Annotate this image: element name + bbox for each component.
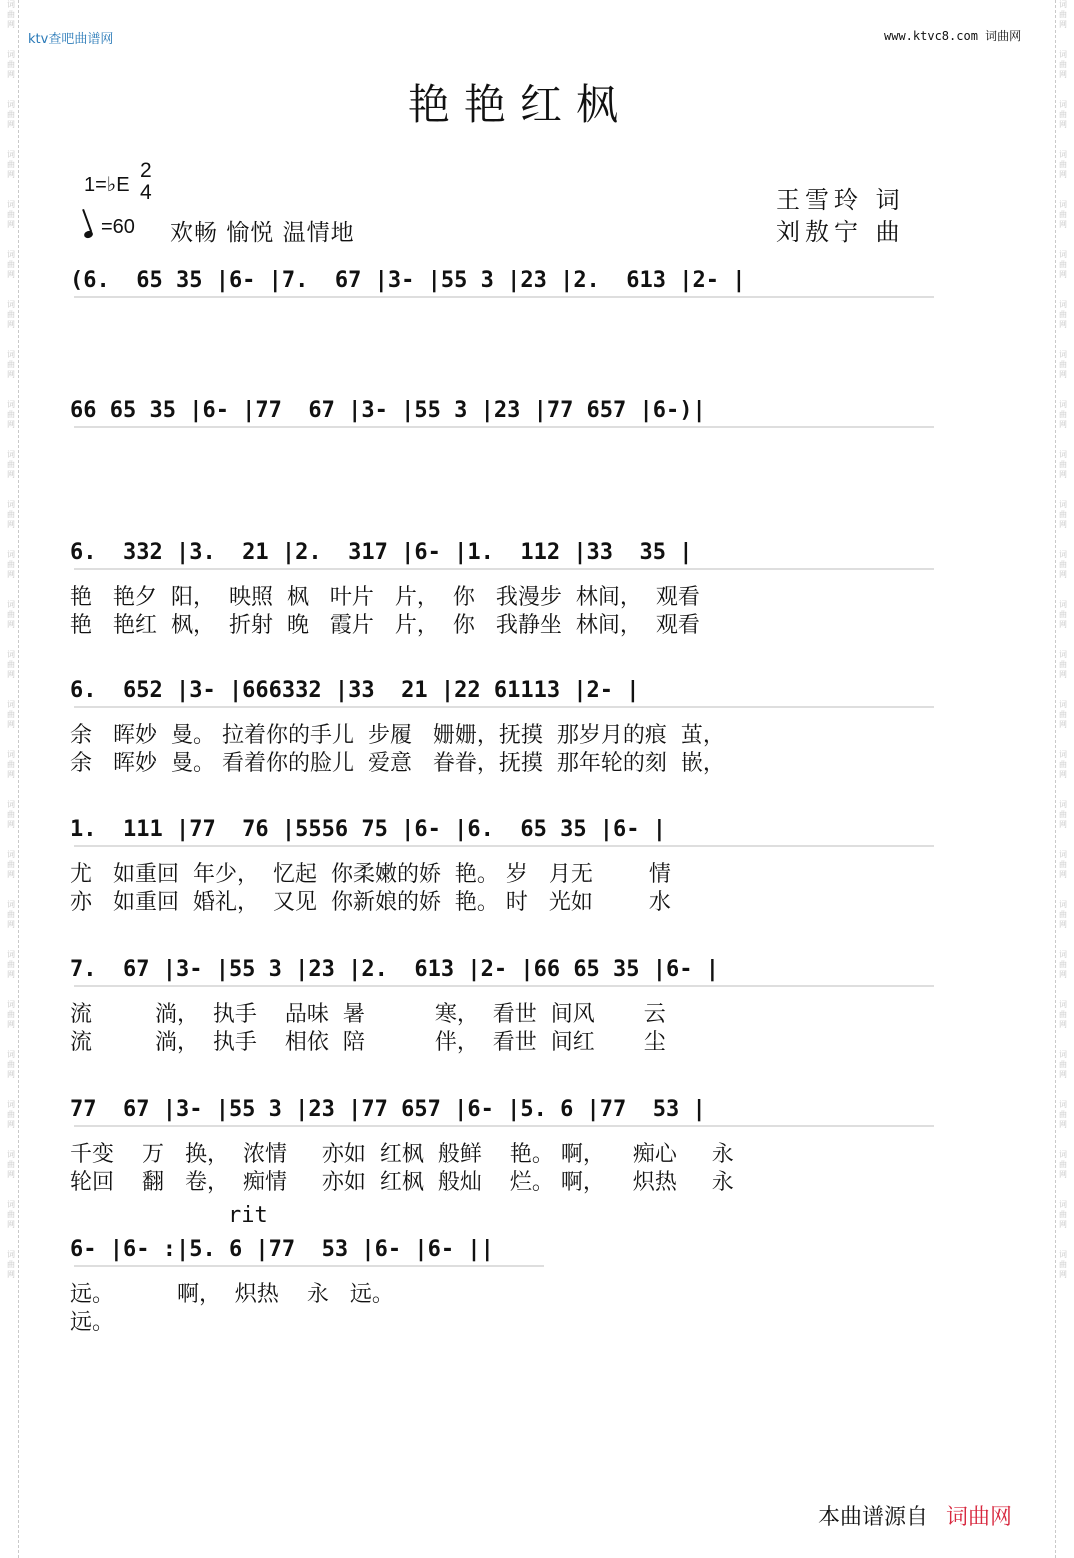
expression-marking: 欢畅 愉悦 温情地 [170,220,355,246]
lyrics-verse-1: 流 淌， 执手 品味 暑 寒， 看世 间风 云 [70,1002,666,1027]
lyrics-verse-2: 艳 艳红 枫， 折射 晚 霞片 片， 你 我静坐 林间， 观看 [70,613,700,638]
notation-line: 7. 67 |3- |55 3 |23 |2. 613 |2- |66 65 35 |6- | [70,957,720,982]
notation-line: 66 65 35 |6- |77 67 |3- |55 3 |23 |77 657 |6-)| [70,398,706,423]
beam-line [74,706,934,708]
beam-line [74,296,934,298]
notation-line: 6- |6- :|5. 6 |77 53 |6- |6- || [70,1237,494,1262]
composer-credit: 刘敖宁 曲 [776,218,905,246]
right-border-strip [1052,0,1074,1558]
notation-line: 1. 111 |77 76 |5556 75 |6- |6. 65 35 |6- | [70,817,667,842]
footer-site-link[interactable]: 词曲网 [946,1505,1013,1530]
lyrics-verse-2: 亦 如重回 婚礼， 又见 你新娘的娇 艳。 时 光如 水 [70,890,671,915]
source-site-left[interactable]: ktv查吧曲谱网 [28,32,114,47]
key-signature: 1=♭E [84,174,130,196]
lyrics-verse-1: 艳 艳夕 阳， 映照 枫 叶片 片， 你 我漫步 林间， 观看 [70,585,700,610]
lyrics-verse-1: 尤 如重回 年少， 忆起 你柔嫩的娇 艳。 岁 月无 情 [70,862,671,887]
right-border-watermark: 词 曲 网 词 曲 网 词 曲 网 词 曲 网 词 曲 网 词 曲 网 词 曲 网 词 曲 网 词 曲 网 词 曲 网 词 曲 网 词 曲 网 词 曲 网 词 曲 网 词 曲 网 词 曲 网 词 曲 网 词 曲 网 词 曲 网 词 曲 网 词 曲 网 词 曲 网 词 曲 网 词 曲 网 词 曲 网 词 曲 网 [1059,0,1067,1279]
notation-line: 6. 652 |3- |666332 |33 21 |22 61113 |2- | [70,678,640,703]
lyrics-verse-1: 远。 啊， 炽热 永 远。 [70,1282,394,1307]
tempo-marking [84,216,135,239]
source-site-right[interactable]: www.ktvc8.com 词曲网 [884,29,1022,43]
time-signature [140,160,152,204]
lyrics-verse-2: 流 淌， 执手 相依 陪 伴， 看世 间红 尘 [70,1030,666,1055]
song-title: 艳艳红枫 [407,80,632,129]
lyricist-credit: 王雪玲 词 [776,186,905,214]
lyrics-verse-2: 余 晖妙 曼。 看着你的脸儿 爱意 眷眷，抚摸 那年轮的刻 嵌， [70,751,725,776]
lyrics-verse-2: 轮回 翻 卷， 痴情 亦如 红枫 般灿 烂。 啊， 炽热 永 [70,1170,734,1195]
notation-line: 77 67 |3- |55 3 |23 |77 657 |6- |5. 6 |77 53 | [70,1097,706,1122]
beam-line [74,426,934,428]
beam-line [74,1265,544,1267]
quarter-note-icon [83,230,94,240]
notation-line: (6. 65 35 |6- |7. 67 |3- |55 3 |23 |2. 613 |2- | [70,268,746,293]
time-signature-bottom: 4 [140,181,152,204]
lyrics-verse-2: 远。 [70,1310,115,1335]
tempo-value: =60 [101,216,135,238]
left-border-strip [0,0,22,1558]
time-signature-top: 2 [140,159,152,182]
footer-source [818,1500,1012,1531]
footer-prefix: 本曲谱源自 [818,1505,929,1530]
left-border-watermark: 词 曲 网 词 曲 网 词 曲 网 词 曲 网 词 曲 网 词 曲 网 词 曲 网 词 曲 网 词 曲 网 词 曲 网 词 曲 网 词 曲 网 词 曲 网 词 曲 网 词 曲 网 词 曲 网 词 曲 网 词 曲 网 词 曲 网 词 曲 网 词 曲 网 词 曲 网 词 曲 网 词 曲 网 词 曲 网 词 曲 网 [7,0,15,1279]
notation-line: 6. 332 |3. 21 |2. 317 |6- |1. 112 |33 35 | [70,540,693,565]
lyrics-verse-1: 余 晖妙 曼。 拉着你的手儿 步履 姗姗，抚摸 那岁月的痕 茧， [70,723,725,748]
lyrics-verse-1: 千变 万 换， 浓情 亦如 红枫 般鲜 艳。 啊， 痴心 永 [70,1142,734,1167]
ritardando-mark: rit [228,1203,268,1228]
beam-line [74,568,934,570]
beam-line [74,985,934,987]
beam-line [74,845,934,847]
beam-line [74,1125,934,1127]
